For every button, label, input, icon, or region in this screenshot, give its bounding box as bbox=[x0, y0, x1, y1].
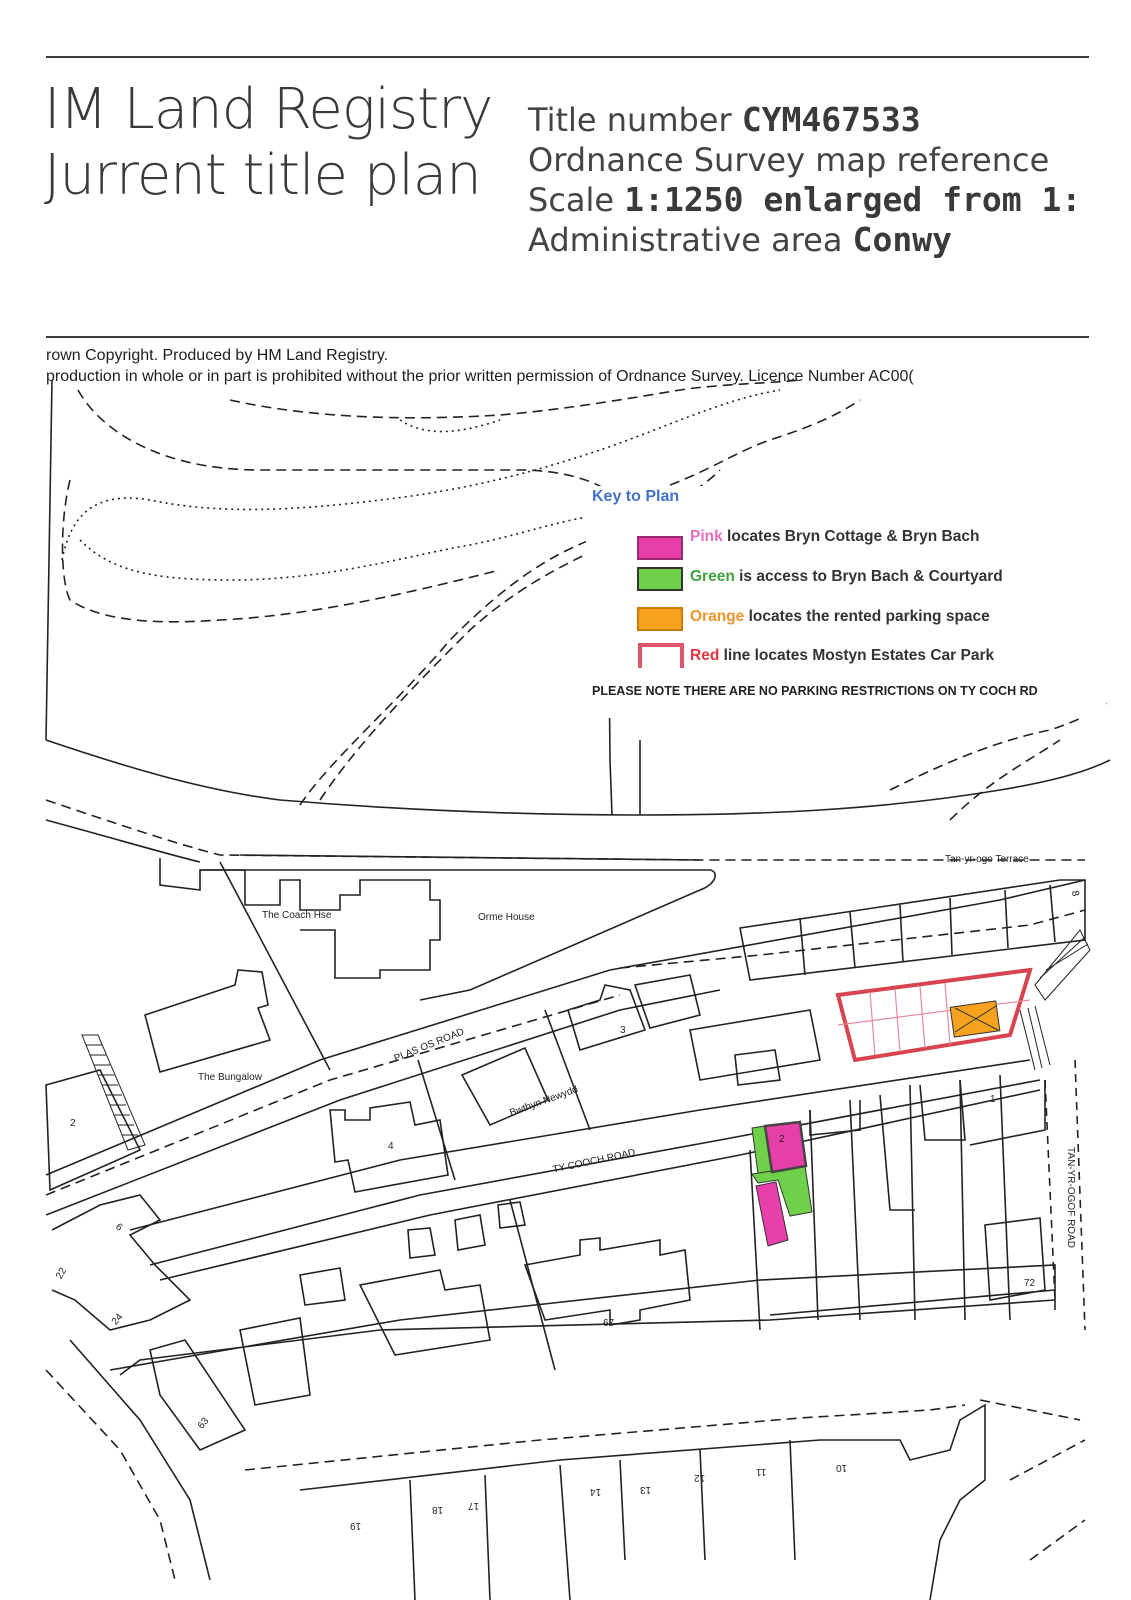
label-house-10: 10 bbox=[836, 1462, 848, 1473]
key-to-plan bbox=[592, 488, 1102, 698]
label-house-63: 63 bbox=[195, 1415, 212, 1432]
park-boundary-dashed-2 bbox=[63, 480, 501, 622]
road-north-solid-2 bbox=[240, 855, 700, 860]
car-park-bay-lines bbox=[838, 983, 1030, 1055]
label-house-8: 8 bbox=[1068, 889, 1081, 898]
scale-value: 1:1250 enlarged from 1: bbox=[624, 180, 1082, 219]
bottom-terrace-north bbox=[245, 1405, 965, 1470]
label-bwthyn: Bwthyn Newydd bbox=[508, 1084, 580, 1119]
label-house-13: 13 bbox=[640, 1484, 652, 1495]
admin-area-row: Administrative area Conwy bbox=[528, 220, 952, 259]
swatch-orange bbox=[638, 608, 682, 630]
building-south-car-park bbox=[690, 1010, 820, 1080]
house-left-cluster bbox=[52, 1195, 190, 1330]
key-item-pink: Pink locates Bryn Cottage & Bryn Bach bbox=[690, 528, 980, 545]
label-bungalow: The Bungalow bbox=[198, 1072, 262, 1083]
label-orme-house: Orme House bbox=[478, 912, 535, 923]
tan-road-east bbox=[1075, 1060, 1085, 1330]
label-house-17: 17 bbox=[468, 1500, 480, 1511]
park-south-edge bbox=[46, 740, 1110, 815]
bwthyn-newydd bbox=[462, 1048, 548, 1125]
swatch-pink bbox=[638, 537, 682, 559]
park-path-dashed bbox=[230, 380, 800, 418]
bungalow-outline bbox=[145, 970, 270, 1072]
label-house-12: 12 bbox=[694, 1472, 706, 1483]
label-tan-road: TAN-YR-OGOF ROAD bbox=[1064, 1147, 1076, 1248]
house-3b bbox=[635, 975, 700, 1028]
house-left-plot bbox=[46, 1070, 140, 1190]
label-house-6: 6 bbox=[113, 1221, 125, 1234]
bottom-road-east bbox=[980, 1400, 1085, 1560]
ty-coch-road-south bbox=[150, 1080, 1040, 1265]
label-house-22: 22 bbox=[54, 1265, 70, 1282]
label-house-1: 1 bbox=[990, 1094, 996, 1105]
terrace-dividers bbox=[800, 885, 1055, 975]
copyright-line-2: production in whole or in part is prohibited without the prior written permission of Ordnance Survey. Licence Number AC00( bbox=[46, 368, 914, 385]
houses-west-2 bbox=[240, 1318, 310, 1405]
parking-note: PLEASE NOTE THERE ARE NO PARKING RESTRICTIONS ON TY COCH RD bbox=[592, 684, 1038, 698]
terrace-upper bbox=[740, 880, 1085, 980]
coach-boundary bbox=[200, 870, 715, 1000]
label-house-11: 11 bbox=[756, 1466, 767, 1477]
key-item-green: Green is access to Bryn Bach & Courtyard bbox=[690, 568, 1003, 585]
right-steps bbox=[1020, 930, 1090, 1070]
lower-road-north bbox=[110, 1265, 1055, 1370]
label-house-3: 3 bbox=[620, 1025, 626, 1036]
label-house-72: 72 bbox=[1024, 1278, 1036, 1289]
tan-road-west bbox=[1045, 1080, 1055, 1300]
label-house-67: 67 bbox=[603, 1318, 615, 1329]
label-house-14: 14 bbox=[590, 1486, 602, 1497]
title-number: CYM467533 bbox=[741, 100, 921, 139]
label-ty-coch-road: TY COOCH ROAD bbox=[551, 1147, 637, 1176]
scale-row: Scale 1:1250 enlarged from 1: bbox=[528, 180, 1082, 219]
plas-road-north-dashed bbox=[46, 995, 620, 1195]
label-house-2-west: 2 bbox=[70, 1118, 76, 1129]
swatch-green bbox=[638, 568, 682, 590]
key-item-orange: Orange locates the rented parking space bbox=[690, 608, 990, 625]
label-plas-road: PLAS OS ROAD bbox=[392, 1026, 466, 1065]
pink-bryn-bach bbox=[765, 1122, 806, 1172]
orme-house-boundary bbox=[220, 862, 330, 1070]
red-line-boundary bbox=[838, 970, 1030, 1060]
ty-coch-road-north bbox=[130, 1060, 1030, 1230]
bottom-terrace bbox=[300, 1405, 985, 1600]
park-west-edge bbox=[46, 380, 52, 740]
label-tan-terrace: Tan-yr-ogo Terrace bbox=[945, 854, 1029, 865]
label-house-18: 18 bbox=[432, 1504, 444, 1515]
park-boundary-dashed bbox=[78, 390, 620, 500]
diagonal-road-west-2 bbox=[70, 1340, 210, 1580]
key-item-red: Red line locates Mostyn Estates Car Park bbox=[690, 647, 995, 664]
label-house-4: 4 bbox=[388, 1141, 394, 1152]
left-steps bbox=[82, 1035, 145, 1150]
diagonal-road-west bbox=[46, 1370, 175, 1580]
house-67 bbox=[525, 1238, 690, 1325]
key-title: Key to Plan bbox=[592, 488, 680, 505]
mostyn-car-park bbox=[838, 970, 1030, 1060]
park-path-dotted-6 bbox=[400, 420, 500, 432]
label-bryn-bach-2: 2 bbox=[779, 1134, 785, 1145]
copyright-line-1: rown Copyright. Produced by HM Land Registry. bbox=[46, 347, 389, 364]
brand-line-2: Jurrent title plan bbox=[44, 143, 481, 208]
park-east-dashed-2 bbox=[950, 740, 1060, 820]
os-reference-row: Ordnance Survey map reference bbox=[528, 141, 1050, 179]
road-north-dashed bbox=[46, 800, 1085, 860]
park-contour-dotted-2 bbox=[80, 515, 600, 580]
brand-line-1: IM Land Registry bbox=[44, 77, 493, 142]
admin-area-value: Conwy bbox=[852, 220, 952, 259]
label-house-19: 19 bbox=[350, 1520, 362, 1531]
label-coach-house: The Coach Hse bbox=[262, 910, 332, 921]
houses-west-4 bbox=[408, 1202, 525, 1258]
plot-divider-2 bbox=[545, 1010, 590, 1130]
title-number-row: Title number CYM467533 bbox=[528, 100, 921, 139]
houses-west-3 bbox=[300, 1268, 345, 1305]
bottom-terrace-dividers bbox=[410, 1440, 795, 1600]
house-3 bbox=[568, 985, 645, 1050]
label-house-24: 24 bbox=[109, 1311, 126, 1328]
plot-divider bbox=[418, 1060, 455, 1180]
